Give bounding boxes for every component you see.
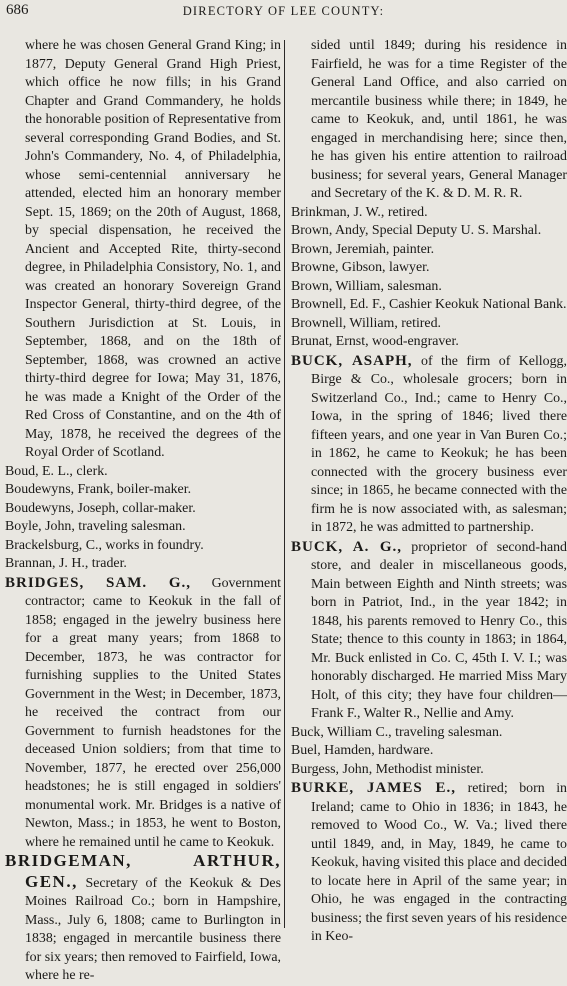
biography-entry-bridgeman [5,852,281,986]
directory-entry: Browne, Gibson, lawyer. [291,260,430,275]
biography-entry-buck-ag [291,538,567,724]
directory-entry: Brinkman, J. W., retired. [291,204,428,220]
directory-entry: Brown, William, salesman. [291,278,442,294]
directory-entry: Brunat, Ernst, wood-engraver. [291,334,459,349]
continued-entry-text: where he was chosen General Grand King; in 1877, Deputy General Grand High Priest, which office he now fills; in his Grand Chapter and Grand Commandery, he holds the honorable position of Representative from several corresponding Grand Bodies, and St. John's Commandery, No. 4, of Philadelphia, whose semi-centennial anniversary he attended, elected him an honorary member Sept. 15, 1869; on the 20th of August, 1868, by special dispensation, he received the Ancient and Accepted Rite, thirty-second degree, in Philadelphia Consistory, No. 1, and was created an honorary Sovereign Grand Inspector General, thirty-third degree, of the Southern Jurisdiction at St. Louis, in September, 1868, and on the 18th of September, 1868, was crowned an active thirty-third degree for Iowa; May 31, 1876, he was made a Knight of the Order of the Red Cross of Constantine, and on the 4th of May, 1878, he received the degrees of the Royal Order of Scotland. [25,38,281,460]
page-number: 686 [6,2,29,18]
page-header [0,0,567,24]
directory-entry: Buck, William C., traveling salesman. [291,724,503,740]
directory-entry: Boudewyns, Frank, boiler-maker. [5,482,192,497]
left-column [5,37,281,986]
directory-entry: Buel, Hamden, hardware. [291,743,434,758]
running-head: DIRECTORY OF LEE COUNTY: [182,4,385,18]
directory-entry: Brannan, J. H., trader. [5,556,127,571]
entry-text: retired; born in Ireland; came to Ohio in 1836; in 1843, he removed to Wood Co., W. Va.; lived there until 1849, and, in May, 1849, he came to Keokuk, having visited this place and decided to locate here in April of the same year; in Ohio, he was engaged in the contracting business; the first seven years of his residence in Keo- [311,781,567,944]
directory-entry: Boud, E. L., clerk. [5,463,108,479]
entry-text: Government contractor; came to Keokuk in the fall of 1858; engaged in the jewelry business here for a great many years; from 1868 to December, 1873, he was contractor for furnishing supplies to the United States Government in the West; in December, 1873, he received the contract from our Government to furnish headstones for the deceased Union soldiers; from that time to November, 1877, he erected over 256,000 headstones; he is still engaged in soldiers' monumental work. Mr. Bridges is a native of Newton, Mass.; in 1853, he went to Boston, where he remained until he came to Keokuk. [25,575,281,850]
directory-entry: Brownell, Ed. F., Cashier Keokuk National Bank. [291,297,567,312]
directory-entry: Boudewyns, Joseph, collar-maker. [5,500,196,516]
biography-entry-buck-asaph [291,352,567,538]
right-column [291,37,567,947]
continued-entry-text: sided until 1849; during his residence in Fairfield, he was for a time Register of the General Land Office, and also carried on mercantile business while there; in 1849, he came to Keokuk, and, until 1861, he was engaged in merchandising here; since then, he has given his entire attention to railroad business; for several years, General Manager and Secretary of the K. & D. M. R. R. [311,38,567,201]
entry-text: proprietor of second-hand store, and dealer in miscellaneous goods, Main between Eighth and Ninth streets; was born in Patriot, Ind., in the year 1842; in 1848, his parents removed to Henry Co., this State; thence to this county in 1863; in 1864, Mr. Buck enlisted in Co. C, 45th I. V. I.; was honorably discharged. He married Miss Mary Holt, of this city; they have four children—Frank F., Walter R., Nellie and Amy. [311,539,567,721]
column-rule [284,40,285,928]
entry-name: BRIDGEMAN, ARTHUR, GEN., [5,851,281,891]
biography-entry-burke [291,779,567,947]
directory-entry: Brownell, William, retired. [291,315,442,331]
entry-text: of the firm of Kellogg, Birge & Co., wholesale grocers; born in Switzerland Co., Ind.; came to Henry Co., Iowa, in the spring of 1846; lived there fifteen years, and one year in Van Buren Co.; in 1862, he came to Keokuk; he has been connected with the grocery business ever since; in 1865, he became connected with the firm he is now associated with, as salesman; in 1872, he was admitted to partnership. [311,353,567,535]
entry-name: BURKE, JAMES E., [291,780,457,796]
directory-entry: Boyle, John, traveling salesman. [5,519,186,534]
directory-entry: Burgess, John, Methodist minister. [291,761,484,777]
entry-name: BUCK, A. G., [291,538,403,555]
entry-name: BRIDGES, SAM. G., [5,574,192,591]
entry-text: Secretary of the Keokuk & Des Moines Railroad Co.; born in Hampshire, Mass., July 6, 1808; came to Burlington in 1838; engaged in mercantile business there for six years; then removed to Fairfield, Iowa, where he re- [25,875,281,983]
directory-entry: Brown, Jeremiah, painter. [291,241,435,257]
directory-entry: Brackelsburg, C., works in foundry. [5,537,204,553]
entry-name: BUCK, ASAPH, [291,352,413,369]
directory-entry: Brown, Andy, Special Deputy U. S. Marshal. [291,223,542,238]
biography-entry-bridges [5,574,281,853]
